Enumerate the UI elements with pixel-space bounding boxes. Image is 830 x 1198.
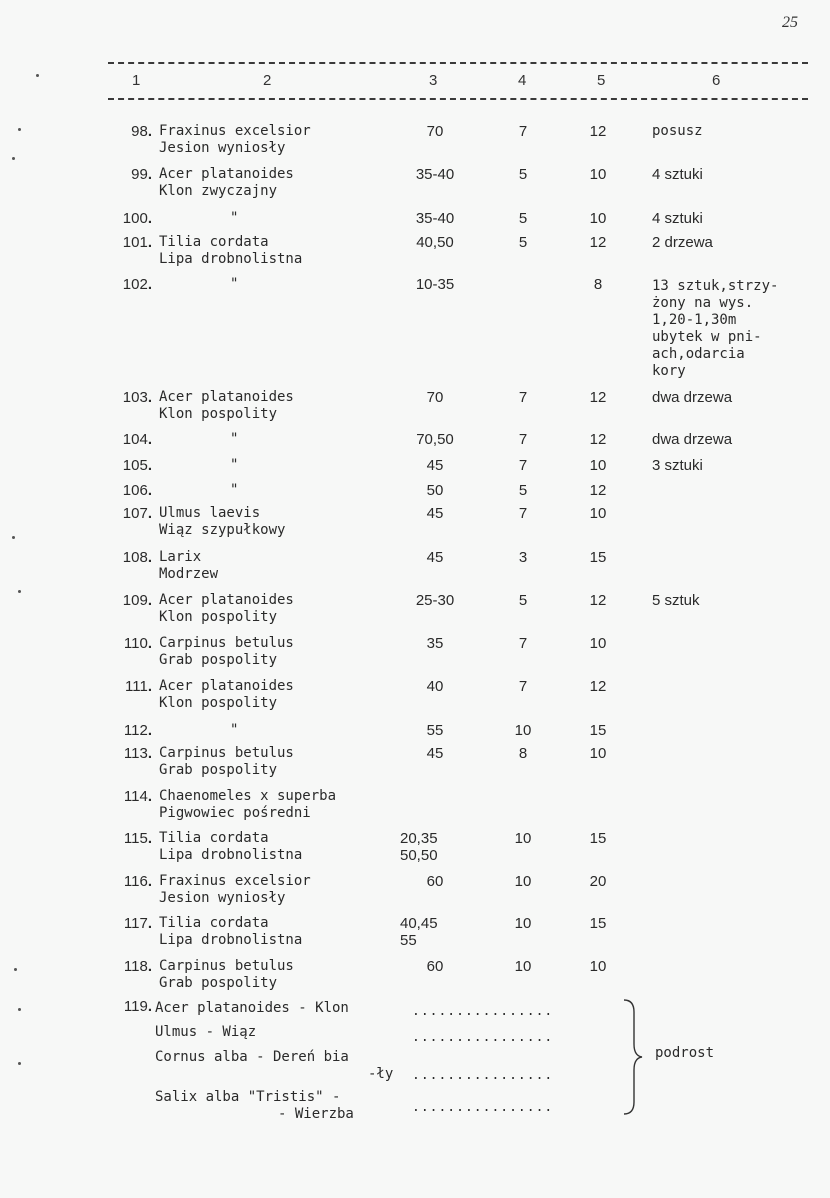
- cell-col-5: 12: [589, 234, 607, 251]
- table-row: [0, 505, 830, 538]
- cell-col-5: 8: [593, 276, 603, 293]
- table-row: [0, 915, 830, 949]
- cell-col-6: dwa drzewa: [652, 431, 733, 448]
- dotted-leader: ................: [412, 1004, 554, 1019]
- species-line-2: Ulmus - Wiąz: [155, 1024, 257, 1040]
- row-number: 114.: [123, 788, 152, 805]
- cell-col-5: 12: [589, 431, 607, 448]
- cell-col-6: 4 sztuki: [652, 210, 703, 227]
- row-number: 99.: [131, 166, 152, 183]
- species-latin: Fraxinus excelsior: [159, 873, 311, 889]
- species-latin: Larix: [159, 549, 202, 565]
- ditto-mark: ": [230, 210, 239, 226]
- species-latin: Acer platanoides: [159, 678, 294, 694]
- table-row: [0, 234, 830, 267]
- cell-col-5: 10: [589, 166, 607, 183]
- cell-col-3-cont: 50,50: [400, 847, 438, 864]
- cell-col-6: 3 sztuki: [652, 457, 703, 474]
- row-number: 98.: [131, 123, 152, 140]
- row-number: 115.: [123, 830, 152, 847]
- cell-col-3: 60: [426, 873, 444, 890]
- cell-col-4: 5: [518, 210, 528, 227]
- scan-speck: [18, 590, 21, 593]
- table-row: [0, 873, 830, 906]
- row-number: 113.: [123, 745, 152, 762]
- cell-col-4: 5: [518, 592, 528, 609]
- species-polish: Jesion wyniosły: [159, 140, 286, 156]
- row-number: 100.: [122, 210, 152, 227]
- scan-speck: [18, 1062, 21, 1065]
- table-row: [0, 788, 830, 821]
- cell-col-5: 10: [589, 457, 607, 474]
- scan-speck: [18, 1008, 21, 1011]
- row-number: 110.: [123, 635, 152, 652]
- cell-col-5: 12: [589, 482, 607, 499]
- species-latin: Tilia cordata: [159, 915, 269, 931]
- row-number: 102.: [122, 276, 152, 293]
- table-row: [0, 166, 830, 199]
- header-col-6: 6: [712, 72, 721, 89]
- cell-col-3: 35: [426, 635, 444, 652]
- cell-col-5: 15: [589, 722, 607, 739]
- table-row: [0, 482, 830, 502]
- species-latin: Tilia cordata: [159, 830, 269, 846]
- row-number: 117.: [123, 915, 152, 932]
- cell-col-6: 4 sztuki: [652, 166, 703, 183]
- table-row: [0, 457, 830, 477]
- table-row-119: [0, 998, 830, 1128]
- page-number: 25: [782, 14, 798, 31]
- scan-speck: [12, 157, 15, 160]
- species-latin: Carpinus betulus: [159, 635, 294, 651]
- species-latin: Chaenomeles x superba: [159, 788, 337, 804]
- row-number: 107.: [122, 505, 152, 522]
- header-col-1: 1: [132, 72, 141, 89]
- header-col-5: 5: [597, 72, 606, 89]
- species-polish: Jesion wyniosły: [159, 890, 286, 906]
- species-latin: Acer platanoides: [159, 389, 294, 405]
- remark-row-102: 13 sztuk,strzy- żony na wys. 1,20-1,30m ubytek w pni- ach,odarcia kory: [652, 278, 779, 379]
- cell-col-3: 45: [426, 505, 444, 522]
- row-number: 119.: [123, 998, 152, 1015]
- species-latin: Acer platanoides: [159, 166, 294, 182]
- cell-col-4: 5: [518, 482, 528, 499]
- cell-col-5: 10: [589, 210, 607, 227]
- cell-col-5: 15: [589, 915, 607, 932]
- dotted-leader: ................: [412, 1100, 554, 1115]
- remark-podrost: podrost: [655, 1045, 715, 1061]
- species-polish: Modrzew: [159, 566, 219, 582]
- species-line-6: - Wierzba: [278, 1106, 354, 1122]
- cell-col-5: 12: [589, 678, 607, 695]
- scan-speck: [12, 536, 15, 539]
- cell-col-5: 20: [589, 873, 607, 890]
- ditto-mark: ": [230, 722, 239, 738]
- row-number: 111.: [125, 678, 152, 695]
- cell-col-4: 3: [518, 549, 528, 566]
- species-latin: Carpinus betulus: [159, 745, 294, 761]
- cell-col-3: 10-35: [415, 276, 455, 293]
- cell-col-5: 12: [589, 592, 607, 609]
- table-row: [0, 722, 830, 742]
- ditto-mark: ": [230, 457, 239, 473]
- cell-col-3: 40: [426, 678, 444, 695]
- row-number: 109.: [122, 592, 152, 609]
- row-number: 108.: [122, 549, 152, 566]
- row-number: 106.: [122, 482, 152, 499]
- species-polish: Lipa drobnolistna: [159, 847, 303, 863]
- header-col-3: 3: [429, 72, 438, 89]
- species-line-3: Cornus alba - Dereń bia: [155, 1049, 349, 1065]
- species-polish: Klon pospolity: [159, 609, 278, 625]
- table-row: [0, 745, 830, 778]
- cell-col-3: 70: [426, 389, 444, 406]
- row-number: 104.: [122, 431, 152, 448]
- table-row: [0, 389, 830, 422]
- table-top-rule: [108, 62, 808, 64]
- cell-col-3: 60: [426, 958, 444, 975]
- cell-col-4: 10: [514, 873, 532, 890]
- cell-col-5: 10: [589, 635, 607, 652]
- species-latin: Ulmus laevis: [159, 505, 261, 521]
- species-latin: Fraxinus excelsior: [159, 123, 311, 139]
- cell-col-3: 45: [426, 549, 444, 566]
- cell-col-4: 7: [518, 678, 528, 695]
- species-polish: Klon pospolity: [159, 695, 278, 711]
- species-latin: Acer platanoides: [159, 592, 294, 608]
- cell-col-3: 70,50: [416, 431, 454, 448]
- species-line-1: Acer platanoides - Klon: [155, 1000, 349, 1016]
- ditto-mark: ": [230, 431, 239, 447]
- cell-col-4: 7: [518, 505, 528, 522]
- cell-col-4: 7: [518, 389, 528, 406]
- cell-col-4: 7: [518, 635, 528, 652]
- cell-col-3: 20,35: [400, 830, 438, 847]
- cell-col-5: 15: [589, 830, 607, 847]
- cell-col-4: 10: [514, 722, 532, 739]
- table-row: [0, 592, 830, 625]
- row-number: 118.: [123, 958, 152, 975]
- scan-speck: [36, 74, 39, 77]
- species-line-4: -ły: [368, 1066, 394, 1082]
- cell-col-5: 10: [589, 505, 607, 522]
- cell-col-6: dwa drzewa: [652, 389, 733, 406]
- row-number: 105.: [122, 457, 152, 474]
- table-row: [0, 830, 830, 864]
- cell-col-5: 12: [589, 389, 607, 406]
- cell-col-3: 70: [426, 123, 444, 140]
- cell-col-4: 10: [514, 958, 532, 975]
- header-col-2: 2: [263, 72, 272, 89]
- cell-col-6: 2 drzewa: [652, 234, 713, 251]
- table-row: [0, 123, 830, 156]
- cell-col-4: 7: [518, 123, 528, 140]
- cell-col-4: 10: [514, 830, 532, 847]
- species-line-5: Salix alba "Tristis" -: [155, 1089, 341, 1105]
- table-row: [0, 678, 830, 711]
- table-row: [0, 635, 830, 668]
- row-number: 101.: [122, 234, 152, 251]
- row-number: 112.: [123, 722, 152, 739]
- dotted-leader: ................: [412, 1068, 554, 1083]
- species-polish: Grab pospolity: [159, 975, 278, 991]
- cell-col-5: 12: [589, 123, 607, 140]
- ditto-mark: ": [230, 276, 239, 292]
- cell-col-6: 5 sztuk: [652, 592, 700, 609]
- cell-col-6: posusz: [652, 123, 703, 139]
- cell-col-3: 45: [426, 457, 444, 474]
- species-polish: Klon zwyczajny: [159, 183, 278, 199]
- table-row: [0, 958, 830, 991]
- table-row: [0, 431, 830, 451]
- cell-col-5: 10: [589, 958, 607, 975]
- species-polish: Lipa drobnolistna: [159, 251, 303, 267]
- species-latin: Carpinus betulus: [159, 958, 294, 974]
- cell-col-4: 5: [518, 234, 528, 251]
- cell-col-5: 15: [589, 549, 607, 566]
- cell-col-3: 55: [426, 722, 444, 739]
- cell-col-3: 45: [426, 745, 444, 762]
- cell-col-4: 7: [518, 457, 528, 474]
- row-number: 103.: [122, 389, 152, 406]
- species-polish: Pigwowiec pośredni: [159, 805, 311, 821]
- cell-col-3: 40,50: [416, 234, 454, 251]
- table-row: [0, 549, 830, 582]
- species-polish: Klon pospolity: [159, 406, 278, 422]
- cell-col-4: 7: [518, 431, 528, 448]
- cell-col-4: 5: [518, 166, 528, 183]
- cell-col-3: 50: [426, 482, 444, 499]
- species-polish: Wiąz szypułkowy: [159, 522, 286, 538]
- cell-col-3: 25-30: [415, 592, 455, 609]
- species-polish: Grab pospolity: [159, 652, 278, 668]
- table-header-rule: [108, 98, 808, 100]
- header-col-4: 4: [518, 72, 527, 89]
- cell-col-3: 35-40: [415, 166, 455, 183]
- cell-col-3: 35-40: [415, 210, 455, 227]
- cell-col-5: 10: [589, 745, 607, 762]
- row-number: 116.: [123, 873, 152, 890]
- scan-speck: [18, 128, 21, 131]
- species-latin: Tilia cordata: [159, 234, 269, 250]
- species-polish: Lipa drobnolistna: [159, 932, 303, 948]
- cell-col-3: 40,45: [400, 915, 438, 932]
- ditto-mark: ": [230, 482, 239, 498]
- cell-col-3-cont: 55: [400, 932, 417, 949]
- scan-speck: [14, 968, 17, 971]
- species-polish: Grab pospolity: [159, 762, 278, 778]
- cell-col-4: 8: [518, 745, 528, 762]
- table-row: [0, 210, 830, 230]
- cell-col-4: 10: [514, 915, 532, 932]
- dotted-leader: ................: [412, 1030, 554, 1045]
- curly-brace-icon: [620, 998, 644, 1116]
